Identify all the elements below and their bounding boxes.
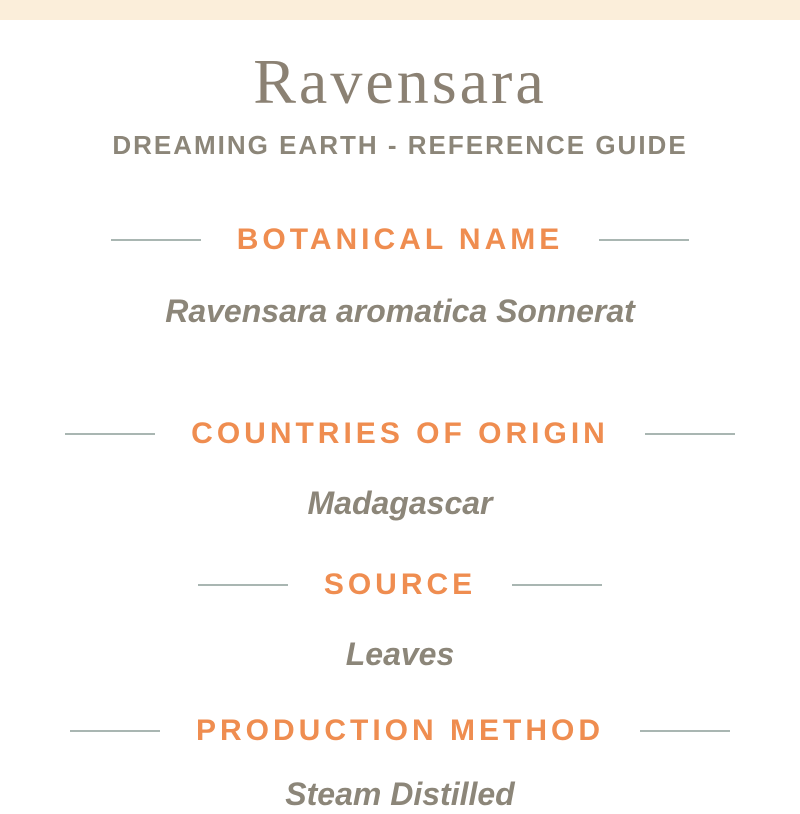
divider-line-right bbox=[645, 433, 735, 435]
divider-line-left bbox=[111, 239, 201, 241]
section-heading-row bbox=[0, 713, 800, 749]
section-value: Steam Distilled bbox=[285, 776, 515, 813]
section-value: Ravensara aromatica Sonnerat bbox=[165, 293, 635, 329]
section-production-method bbox=[0, 713, 800, 813]
page-title: Ravensara bbox=[253, 46, 547, 117]
section-value: Leaves bbox=[345, 635, 455, 672]
divider-line-right bbox=[512, 584, 602, 586]
section-heading-row bbox=[0, 222, 800, 258]
section-heading: BOTANICAL NAME bbox=[236, 223, 564, 256]
divider-line-left bbox=[65, 433, 155, 435]
section-heading: SOURCE bbox=[323, 567, 477, 601]
section-source bbox=[0, 567, 800, 673]
section-value: Madagascar bbox=[307, 485, 493, 522]
divider-line-right bbox=[599, 239, 689, 241]
section-botanical-name bbox=[0, 222, 800, 330]
section-countries-of-origin bbox=[0, 416, 800, 522]
divider-line-left bbox=[198, 584, 288, 586]
section-heading-row bbox=[0, 416, 800, 452]
top-accent-strip bbox=[0, 0, 800, 20]
page-subtitle: DREAMING EARTH - REFERENCE GUIDE bbox=[112, 130, 688, 160]
section-heading-row bbox=[0, 567, 800, 603]
section-heading: PRODUCTION METHOD bbox=[196, 714, 604, 748]
divider-line-left bbox=[70, 730, 160, 732]
divider-line-right bbox=[640, 730, 730, 732]
section-heading: COUNTRIES OF ORIGIN bbox=[191, 417, 609, 451]
